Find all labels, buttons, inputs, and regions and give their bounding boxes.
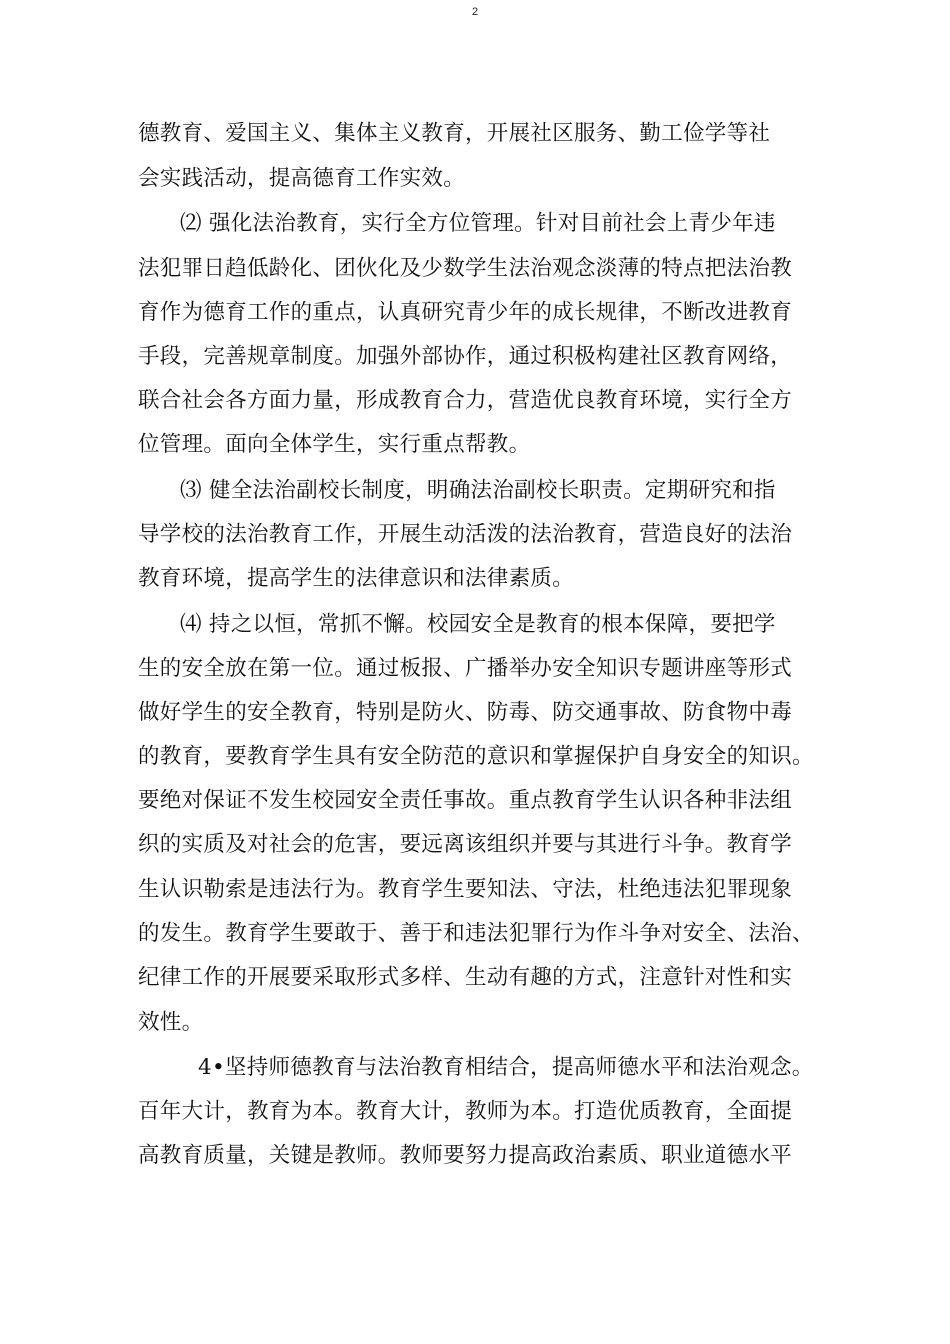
text-line: 生认识勒索是违法行为。教育学生要知法、守法，杜绝违法犯罪现象 [138,877,793,902]
text-line: 要绝对保证不发生校园安全责任事故。重点教育学生认识各种非法组 [138,788,793,813]
page-number: 2 [471,6,479,18]
text-line: 德教育、爱国主义、集体主义教育，开展社区服务、勤工俭学等社 [138,121,771,146]
text-line: 做好学生的安全教育，特别是防火、防毒、防交通事故、防食物中毒 [138,700,793,725]
text-line: 导学校的法治教育工作，开展生动活泼的法治教育，营造良好的法治 [138,522,793,547]
text-line: ⑷ 持之以恒，常抓不懈。校园安全是教育的根本保障，要把学 [180,612,776,637]
text-line: 纪律工作的开展要采取形式多样、生动有趣的方式，注意针对性和实 [138,965,793,990]
text-line: 百年大计，教育为本。教育大计，教师为本。打造优质教育，全面提 [138,1099,793,1124]
text-line: 4•坚持师德教育与法治教育相结合，提高师德水平和法治观念。 [198,1055,814,1080]
text-line: 的教育，要教育学生具有安全防范的意识和掌握保护自身安全的知识。 [138,744,814,769]
text-line: 教育环境，提高学生的法律意识和法律素质。 [138,566,575,591]
text-line: 高教育质量，关键是教师。教师要努力提高政治素质、职业道德水平 [138,1143,793,1168]
text-line: 联合社会各方面力量，形成教育合力，营造优良教育环境，实行全方 [138,388,793,413]
text-line: ⑵ 强化法治教育，实行全方位管理。针对目前社会上青少年违 [180,211,776,236]
text-line: 效性。 [138,1010,204,1035]
text-line: 育作为德育工作的重点，认真研究青少年的成长规律，不断改进教育 [138,300,793,325]
text-line: ⑶ 健全法治副校长制度，明确法治副校长职责。定期研究和指 [180,478,776,503]
text-line: 生的安全放在第一位。通过板报、广播举办安全知识专题讲座等形式 [138,656,793,681]
text-line: 织的实质及对社会的危害，要远离该组织并要与其进行斗争。教育学 [138,832,793,857]
text-line: 法犯罪日趋低龄化、团伙化及少数学生法治观念淡薄的特点把法治教 [138,256,793,281]
text-line: 手段，完善规章制度。加强外部协作，通过积极构建社区教育网络， [138,344,793,369]
text-line: 的发生。教育学生要敢于、善于和违法犯罪行为作斗争对安全、法治、 [138,921,814,946]
text-line: 位管理。面向全体学生，实行重点帮教。 [138,432,531,457]
text-line: 会实践活动，提高德育工作实效。 [138,166,466,191]
